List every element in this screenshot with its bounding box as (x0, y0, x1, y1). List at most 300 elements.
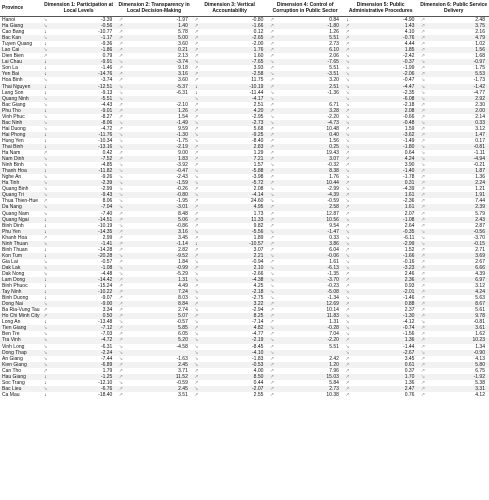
trend-arrow-icon: ↘ (192, 138, 201, 144)
dimension-3-value: -4.77 (201, 331, 267, 337)
trend-arrow-icon: ↗ (116, 29, 125, 35)
province-name: Hanoi (0, 17, 41, 24)
trend-arrow-icon: ↗ (343, 380, 352, 386)
trend-arrow-icon: ↗ (116, 23, 125, 29)
dimension-1-value: -14.51 (50, 217, 116, 223)
trend-arrow-icon: ↘ (343, 319, 352, 325)
dimension-4-value: 1.76 (277, 174, 343, 180)
dimension-4-value: 15.03 (277, 374, 343, 380)
dimension-1-value: -4.43 (50, 102, 116, 108)
dimension-5-value: -0.76 (352, 35, 418, 41)
trend-arrow-icon: ↗ (267, 65, 276, 71)
trend-arrow-icon: ↗ (267, 180, 276, 186)
trend-arrow-icon: ↘ (267, 277, 276, 283)
trend-arrow-icon: ↗ (192, 368, 201, 374)
dimension-5-value: 2.36 (352, 277, 418, 283)
province-name: Gia Lai (0, 259, 41, 265)
trend-arrow-icon: ↘ (343, 65, 352, 71)
dimension-5-value: 0.88 (352, 301, 418, 307)
dimension-1-value: -12.10 (50, 380, 116, 386)
trend-arrow-icon: ↗ (192, 325, 201, 331)
dimension-4-value: -1.47 (277, 229, 343, 235)
province-name: Hau Giang (0, 374, 41, 380)
dimension-6-value: 2.67 (428, 259, 489, 265)
dimension-1-value: -12.51 (50, 84, 116, 90)
dimension-5-value: 2.37 (352, 307, 418, 313)
trend-arrow-icon: ↘ (418, 59, 427, 65)
trend-arrow-icon: ↘ (343, 96, 352, 102)
dimension-2-value: -2.19 (126, 144, 192, 150)
trend-arrow-icon: ↓ (41, 247, 50, 253)
province-name: Hai Duong (0, 126, 41, 132)
dimension-5-value: 1.52 (352, 247, 418, 253)
dimension-1-value: -10.34 (50, 138, 116, 144)
trend-arrow-icon: ↗ (267, 77, 276, 83)
dimension-4-value: 5.51 (277, 35, 343, 41)
province-name: Lai Chau (0, 59, 41, 65)
trend-arrow-icon: ↘ (267, 59, 276, 65)
trend-arrow-icon: ↗ (116, 283, 125, 289)
dimension-3-value: -10.57 (201, 241, 267, 247)
trend-arrow-icon: ↘ (41, 350, 50, 356)
trend-arrow-icon: ↗ (418, 53, 427, 59)
dimension-3-value: -2.66 (201, 271, 267, 277)
dimension-3-value: 3.93 (201, 65, 267, 71)
trend-arrow-icon: ↗ (343, 41, 352, 47)
trend-arrow-icon: ↘ (267, 71, 276, 77)
trend-arrow-icon: ↗ (343, 283, 352, 289)
trend-arrow-icon: ↗ (267, 102, 276, 108)
trend-arrow-icon: ↗ (192, 65, 201, 71)
trend-arrow-icon: ↘ (192, 120, 201, 126)
trend-arrow-icon: ↘ (343, 168, 352, 174)
dimension-4-value: 5.84 (277, 380, 343, 386)
trend-arrow-icon: ↗ (418, 344, 427, 350)
trend-arrow-icon: ↗ (343, 223, 352, 229)
province-name: Binh Phuoc (0, 283, 41, 289)
trend-arrow-icon: ↘ (343, 289, 352, 295)
dimension-2-value: 2.82 (126, 247, 192, 253)
trend-arrow-icon: ↘ (192, 96, 201, 102)
dimension-1-value: -6.89 (50, 362, 116, 368)
trend-arrow-icon: ↗ (418, 362, 427, 368)
dimension-5-value: -0.37 (352, 59, 418, 65)
trend-arrow-icon: ↗ (343, 156, 352, 162)
trend-arrow-icon: ↗ (192, 211, 201, 217)
trend-arrow-icon: ↗ (192, 283, 201, 289)
dimension-2-value: 9.00 (126, 150, 192, 156)
dimension-4-value: -1.34 (277, 295, 343, 301)
dimension-1-value: -1.86 (50, 47, 116, 53)
province-name: Quang Ninh (0, 96, 41, 102)
trend-arrow-icon: ↗ (192, 223, 201, 229)
dimension-3-value: -7.65 (201, 59, 267, 65)
trend-arrow-icon: ↘ (116, 132, 125, 138)
trend-arrow-icon: ↘ (343, 313, 352, 319)
trend-arrow-icon: ↗ (116, 41, 125, 47)
dimension-2-value: 5.06 (126, 217, 192, 223)
trend-arrow-icon: ↘ (267, 120, 276, 126)
trend-arrow-icon: ↘ (41, 265, 50, 271)
dimension-5-value: 1.61 (352, 204, 418, 210)
dimension-6-value: -0.81 (428, 319, 489, 325)
province-name: Ha Giang (0, 23, 41, 29)
trend-arrow-icon: ↗ (418, 392, 427, 398)
trend-arrow-icon: ↘ (418, 162, 427, 168)
trend-arrow-icon: ↘ (116, 204, 125, 210)
province-name: Long An (0, 319, 41, 325)
trend-arrow-icon: ↘ (192, 362, 201, 368)
province-name: Nghe An (0, 174, 41, 180)
dimension-3-value: 11.33 (201, 217, 267, 223)
trend-arrow-icon: ↗ (116, 47, 125, 53)
trend-arrow-icon: ↗ (116, 241, 125, 247)
trend-arrow-icon: ↗ (267, 108, 276, 114)
trend-arrow-icon: ↘ (267, 289, 276, 295)
dimension-2-value: -1.49 (126, 120, 192, 126)
trend-arrow-icon: ↘ (41, 162, 50, 168)
dimension-1-value: 3.34 (50, 307, 116, 313)
dimension-3-value: -0.80 (201, 17, 267, 24)
trend-arrow-icon: ↗ (192, 186, 201, 192)
trend-arrow-icon: ↓ (192, 84, 201, 90)
dimension-3-value: -2.73 (201, 120, 267, 126)
trend-arrow-icon: ↘ (41, 186, 50, 192)
dimension-4-value: 7.96 (277, 368, 343, 374)
dimension-2-value: -1.30 (126, 132, 192, 138)
dimension-3-value: 3.07 (201, 247, 267, 253)
dimension-2-value: 1.31 (126, 277, 192, 283)
trend-arrow-icon: ↓ (41, 71, 50, 77)
trend-arrow-icon: ↗ (267, 223, 276, 229)
dimension-2-value: 1.83 (126, 156, 192, 162)
province-name: Dong Thap (0, 350, 41, 356)
trend-arrow-icon: ↗ (116, 331, 125, 337)
trend-arrow-icon: ↘ (343, 71, 352, 77)
trend-arrow-icon: ↘ (116, 180, 125, 186)
province-name: Quang Ngai (0, 217, 41, 223)
trend-arrow-icon: ↘ (192, 289, 201, 295)
province-name: Kien Giang (0, 362, 41, 368)
trend-arrow-icon: ↘ (267, 192, 276, 198)
province-name: Thai Nguyen (0, 84, 41, 90)
trend-arrow-icon: ↗ (41, 235, 50, 241)
header-dimension-3: Dimension 3: Vertical Accountability (192, 0, 268, 17)
trend-arrow-icon: ↘ (41, 241, 50, 247)
dimension-2-value: 9.59 (126, 126, 192, 132)
trend-arrow-icon: ↗ (343, 126, 352, 132)
trend-arrow-icon: ↗ (418, 29, 427, 35)
trend-arrow-icon: ↗ (116, 235, 125, 241)
dimension-2-value: -9.52 (126, 253, 192, 259)
trend-arrow-icon: ↘ (418, 350, 427, 356)
province-name: Son La (0, 65, 41, 71)
dimension-1-value: -9.13 (50, 90, 116, 96)
dimension-6-value: 2.39 (428, 204, 489, 210)
dimension-2-value: 5.20 (126, 337, 192, 343)
trend-arrow-icon: ↗ (418, 283, 427, 289)
dimension-3-value: 2.21 (201, 253, 267, 259)
dimension-2-value: -1.97 (126, 17, 192, 24)
trend-arrow-icon: ↗ (343, 301, 352, 307)
trend-arrow-icon: ↘ (116, 253, 125, 259)
dimension-5-value: -1.56 (352, 331, 418, 337)
dimension-5-value: 0.61 (352, 362, 418, 368)
trend-arrow-icon: ↗ (267, 344, 276, 350)
dimension-3-value: -10.19 (201, 84, 267, 90)
dimension-1-value: -14.28 (50, 247, 116, 253)
trend-arrow-icon: ↗ (116, 368, 125, 374)
trend-arrow-icon: ↗ (267, 17, 276, 24)
trend-arrow-icon: ↗ (418, 223, 427, 229)
trend-arrow-icon: ↗ (192, 156, 201, 162)
dimension-5-value: -1.44 (352, 344, 418, 350)
dimension-2-value: -3.92 (126, 162, 192, 168)
dimension-4-value: 6.04 (277, 247, 343, 253)
dimension-1-value: -1.08 (50, 265, 116, 271)
trend-arrow-icon: ↘ (267, 229, 276, 235)
dimension-5-value: -1.30 (352, 313, 418, 319)
trend-arrow-icon: ↘ (192, 307, 201, 313)
dimension-5-value: -2.99 (352, 241, 418, 247)
trend-arrow-icon: ↘ (343, 102, 352, 108)
dimension-6-value: 2.24 (428, 180, 489, 186)
dimension-3-value: -7.14 (201, 319, 267, 325)
province-name: Tien Giang (0, 325, 41, 331)
dimension-2-value: 0.21 (126, 47, 192, 53)
trend-arrow-icon: ↘ (41, 362, 50, 368)
province-name: Phu Yen (0, 229, 41, 235)
dimension-6-value: -4.77 (428, 90, 489, 96)
trend-arrow-icon: ↗ (343, 362, 352, 368)
trend-arrow-icon: ↗ (343, 204, 352, 210)
dimension-5-value: -0.35 (352, 229, 418, 235)
dimension-5-value: -6.11 (352, 235, 418, 241)
dimension-3-value: 1.73 (201, 211, 267, 217)
dimension-3-value: 2.55 (201, 392, 267, 398)
province-name: Hoa Binh (0, 77, 41, 83)
dimension-5-value: -3.62 (352, 132, 418, 138)
province-name: Quang Binh (0, 186, 41, 192)
dimension-6-value: -0.90 (428, 350, 489, 356)
trend-arrow-icon: ↘ (41, 77, 50, 83)
dimension-4-value: -1.35 (277, 271, 343, 277)
dimension-1-value: -7.03 (50, 331, 116, 337)
dimension-3-value: 5.68 (201, 126, 267, 132)
trend-arrow-icon: ↘ (267, 96, 276, 102)
trend-arrow-icon: ↗ (116, 386, 125, 392)
dimension-6-value: 1.87 (428, 168, 489, 174)
trend-arrow-icon: ↗ (116, 53, 125, 59)
trend-arrow-icon: ↓ (41, 90, 50, 96)
dimension-1-value: -18.40 (50, 392, 116, 398)
dimension-5-value: 0.64 (352, 150, 418, 156)
dimension-1-value: -4.48 (50, 271, 116, 277)
province-name: Dong Nai (0, 301, 41, 307)
province-name: Binh Duong (0, 295, 41, 301)
dimension-3-value: -5.88 (201, 168, 267, 174)
trend-arrow-icon: ↘ (116, 319, 125, 325)
trend-arrow-icon: ↘ (192, 386, 201, 392)
trend-arrow-icon: ↗ (116, 126, 125, 132)
trend-arrow-icon: ↘ (343, 295, 352, 301)
trend-arrow-icon: ↗ (418, 186, 427, 192)
dimension-1-value: -15.24 (50, 283, 116, 289)
dimension-1-value: -6.76 (50, 386, 116, 392)
dimension-6-value: 2.14 (428, 114, 489, 120)
dimension-3-value: -2.19 (201, 337, 267, 343)
trend-arrow-icon: ↗ (418, 211, 427, 217)
trend-arrow-icon: ↗ (267, 368, 276, 374)
province-name: Thanh Hoa (0, 168, 41, 174)
dimension-2-value: -0.99 (126, 265, 192, 271)
dimension-2-value: 3.60 (126, 77, 192, 83)
dimension-4-value: 6.10 (277, 47, 343, 53)
trend-arrow-icon: ↗ (192, 102, 201, 108)
trend-arrow-icon: ↘ (41, 337, 50, 343)
trend-arrow-icon: ↗ (116, 313, 125, 319)
dimension-2-value: 5.07 (126, 313, 192, 319)
trend-arrow-icon: ↗ (41, 150, 50, 156)
trend-arrow-icon: ↗ (116, 150, 125, 156)
dimension-1-value: -10.22 (50, 289, 116, 295)
trend-arrow-icon: ↘ (41, 356, 50, 362)
dimension-4-value: -0.23 (277, 283, 343, 289)
trend-arrow-icon: ↗ (267, 35, 276, 41)
trend-arrow-icon: ↘ (41, 156, 50, 162)
province-name: Quang Nam (0, 211, 41, 217)
trend-arrow-icon: ↘ (343, 344, 352, 350)
trend-arrow-icon: ↘ (343, 144, 352, 150)
trend-arrow-icon: ↗ (116, 35, 125, 41)
dimension-3-value: 4.82 (201, 325, 267, 331)
trend-arrow-icon: ↗ (116, 17, 125, 24)
trend-arrow-icon: ↗ (418, 301, 427, 307)
trend-arrow-icon: ↘ (343, 59, 352, 65)
dimension-3-value: 0.44 (201, 380, 267, 386)
trend-arrow-icon: ↗ (41, 198, 50, 204)
dimension-6-value: 1.91 (428, 192, 489, 198)
trend-arrow-icon: ↗ (192, 47, 201, 53)
trend-arrow-icon: ↘ (116, 138, 125, 144)
dimension-4-value: -1.80 (277, 23, 343, 29)
trend-arrow-icon: ↓ (41, 283, 50, 289)
province-name: Soc Trang (0, 380, 41, 386)
trend-arrow-icon: ↘ (267, 198, 276, 204)
trend-arrow-icon: ↘ (418, 84, 427, 90)
trend-arrow-icon: ↘ (343, 265, 352, 271)
province-name: Ninh Binh (0, 162, 41, 168)
dimension-3-value: -2.07 (201, 386, 267, 392)
dimension-5-value: 2.64 (352, 223, 418, 229)
trend-arrow-icon: ↘ (116, 174, 125, 180)
header-dimension-2: Dimension 2: Transparency in Local Decision-Making (116, 0, 192, 17)
dimension-3-value: -8.45 (201, 344, 267, 350)
dimension-6-value: 4.79 (428, 35, 489, 41)
dimension-4-value: 1.20 (277, 362, 343, 368)
province-name: Bac Ninh (0, 120, 41, 126)
dimension-6-value: 5.80 (428, 362, 489, 368)
trend-arrow-icon: ↗ (116, 229, 125, 235)
dimension-3-value: -11.44 (201, 90, 267, 96)
dimension-6-value: -1.73 (428, 77, 489, 83)
trend-arrow-icon: ↗ (192, 247, 201, 253)
trend-arrow-icon: ↘ (41, 17, 50, 24)
dimension-3-value: 2.51 (201, 102, 267, 108)
dimension-2-value: 3.16 (126, 229, 192, 235)
trend-arrow-icon: ↘ (192, 192, 201, 198)
trend-arrow-icon: ↘ (418, 77, 427, 83)
header-dimension-6: Dimension 6: Public Service Delivery (418, 0, 489, 17)
dimension-5-value: -1.99 (352, 65, 418, 71)
dimension-5-value: -6.08 (352, 96, 418, 102)
province-name: An Giang (0, 356, 41, 362)
trend-arrow-icon: ↗ (192, 71, 201, 77)
trend-arrow-icon: ↓ (41, 138, 50, 144)
dimension-3-value: -3.98 (201, 174, 267, 180)
trend-arrow-icon: ↗ (343, 150, 352, 156)
dimension-4-value: 8.38 (277, 168, 343, 174)
trend-arrow-icon: ↗ (116, 156, 125, 162)
dimension-2-value: 2.74 (126, 307, 192, 313)
trend-arrow-icon: ↗ (267, 47, 276, 53)
trend-arrow-icon: ↗ (418, 180, 427, 186)
dimension-5-value: -2.42 (352, 53, 418, 59)
province-name: Ba Ria-Vung Tau (2, 307, 40, 314)
dimension-6-value: 1.21 (428, 186, 489, 192)
trend-arrow-icon: ↗ (267, 53, 276, 59)
trend-arrow-icon: ↘ (343, 90, 352, 96)
header-dimension-4: Dimension 4: Control of Corruption in Public Sector (267, 0, 343, 17)
dimension-1-value: -13.16 (50, 144, 116, 150)
dimension-1-value: -6.31 (50, 344, 116, 350)
trend-arrow-icon: ↘ (343, 198, 352, 204)
trend-arrow-icon: ↗ (192, 108, 201, 114)
dimension-5-value: -4.39 (352, 186, 418, 192)
trend-arrow-icon: ↗ (267, 362, 276, 368)
dimension-2-value: -0.47 (126, 168, 192, 174)
dimension-3-value: 2.83 (201, 144, 267, 150)
trend-arrow-icon: ↗ (41, 368, 50, 374)
dimension-4-value: 1.61 (277, 259, 343, 265)
trend-arrow-icon: ↓ (41, 65, 50, 71)
trend-arrow-icon: ↘ (343, 259, 352, 265)
trend-arrow-icon: ↘ (418, 374, 427, 380)
dimension-5-value: -1.66 (352, 253, 418, 259)
dimension-5-value: 3.90 (352, 162, 418, 168)
trend-arrow-icon: ↗ (267, 259, 276, 265)
trend-arrow-icon: ↘ (41, 325, 50, 331)
trend-arrow-icon: ↘ (41, 204, 50, 210)
dimension-6-value: 3.69 (428, 253, 489, 259)
trend-arrow-icon: ↗ (418, 307, 427, 313)
trend-arrow-icon: ↘ (116, 144, 125, 150)
trend-arrow-icon: ↗ (343, 277, 352, 283)
trend-arrow-icon: ↗ (418, 17, 427, 24)
dimension-1-value: -1.25 (50, 374, 116, 380)
dimension-6-value: -0.15 (428, 241, 489, 247)
province-name: Khanh Hoa (0, 235, 41, 241)
dimension-3-value: 4.20 (201, 108, 267, 114)
trend-arrow-icon: ↘ (267, 283, 276, 289)
trend-arrow-icon: ↗ (116, 307, 125, 313)
dimension-4-value: 1.31 (277, 319, 343, 325)
trend-arrow-icon: ↘ (418, 241, 427, 247)
dimension-3-value: -0.94 (201, 259, 267, 265)
header-dimension-5: Dimension 5: Public Administrative Procedures (343, 0, 419, 17)
dimension-4-value: -2.20 (277, 114, 343, 120)
trend-arrow-icon: ↗ (192, 29, 201, 35)
